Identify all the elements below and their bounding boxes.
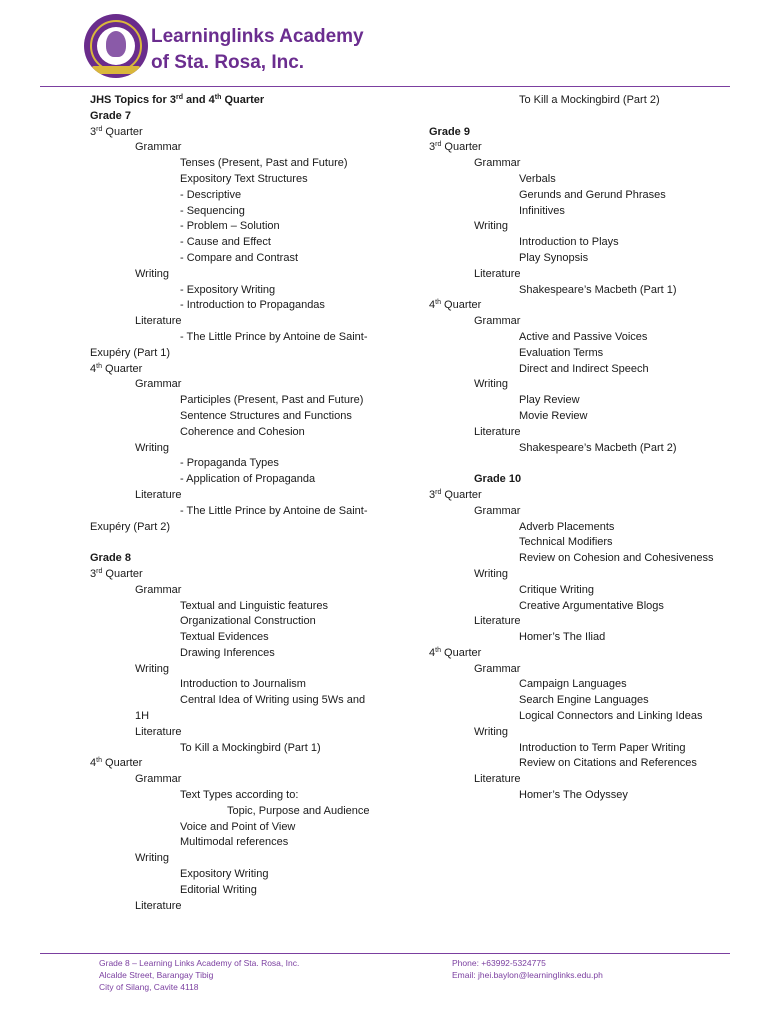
topic-line: Literature bbox=[474, 425, 521, 438]
blank-line bbox=[429, 456, 729, 472]
topic-line: Multimodal references bbox=[180, 836, 289, 849]
topic-line: 4th Quarter bbox=[90, 362, 143, 375]
topic-line: 3rd Quarter bbox=[90, 125, 143, 138]
topic-line: Writing bbox=[135, 441, 170, 454]
topic-line: Infinitives bbox=[519, 204, 565, 217]
organization-name bbox=[151, 24, 364, 76]
topic-line: - Expository Writing bbox=[180, 283, 276, 296]
topic-line: Expository Writing bbox=[180, 868, 269, 881]
topic-line: Adverb Placements bbox=[519, 520, 615, 533]
academy-seal-logo bbox=[84, 14, 148, 78]
topic-line: Play Review bbox=[519, 394, 580, 407]
topic-line: Verbals bbox=[519, 172, 556, 185]
topic-line: Homer’s The Iliad bbox=[519, 631, 606, 644]
topic-line: Literature bbox=[135, 488, 182, 501]
topic-line: Grammar bbox=[474, 315, 521, 328]
topic-line: Critique Writing bbox=[519, 583, 594, 596]
topic-line: Shakespeare’s Macbeth (Part 1) bbox=[519, 283, 677, 296]
topic-line: Grammar bbox=[135, 141, 182, 154]
blank-line bbox=[90, 535, 412, 551]
topic-line: Grammar bbox=[135, 378, 182, 391]
left-topic-column bbox=[90, 93, 412, 914]
header-divider bbox=[40, 86, 730, 87]
topic-line: Homer’s The Odyssey bbox=[519, 789, 628, 802]
topic-line: - Introduction to Propagandas bbox=[180, 299, 325, 312]
right-topic-column bbox=[429, 93, 729, 804]
topic-line: Search Engine Languages bbox=[519, 694, 649, 707]
topic-line: Coherence and Cohesion bbox=[180, 425, 305, 438]
topic-line: Text Types according to: bbox=[180, 789, 299, 802]
topic-line: - Descriptive bbox=[180, 188, 242, 201]
topic-line: Textual and Linguistic features bbox=[180, 599, 328, 612]
topic-line: - Problem – Solution bbox=[180, 220, 280, 233]
topic-line: To Kill a Mockingbird (Part 2) bbox=[519, 94, 660, 106]
topic-line: 1H bbox=[135, 710, 150, 723]
topic-line: Literature bbox=[474, 773, 521, 786]
topic-line: 3rd Quarter bbox=[429, 141, 482, 154]
topic-line: - Sequencing bbox=[180, 204, 245, 217]
topic-line: 4th Quarter bbox=[429, 299, 482, 312]
topic-line: 4th Quarter bbox=[90, 757, 143, 770]
topic-line: Introduction to Term Paper Writing bbox=[519, 741, 686, 754]
topic-line: Writing bbox=[135, 662, 170, 675]
topic-line: Writing bbox=[135, 852, 170, 865]
topic-line: - Compare and Contrast bbox=[180, 251, 298, 264]
topic-line: Exupéry (Part 1) bbox=[90, 346, 171, 359]
topic-line: Technical Modifiers bbox=[519, 536, 613, 549]
topic-line: Literature bbox=[474, 267, 521, 280]
topic-line: Grammar bbox=[135, 583, 182, 596]
org-name-line-2: of Sta. Rosa, Inc. bbox=[151, 52, 305, 73]
topic-line: Editorial Writing bbox=[180, 883, 257, 896]
topic-line: Participles (Present, Past and Future) bbox=[180, 394, 364, 407]
topic-line: Introduction to Journalism bbox=[180, 678, 306, 691]
topic-line: Literature bbox=[474, 615, 521, 628]
topic-line: Grade 10 bbox=[474, 473, 522, 486]
topic-line: Textual Evidences bbox=[180, 631, 269, 644]
topic-line: - Propaganda Types bbox=[180, 457, 279, 470]
topic-line: Grammar bbox=[474, 662, 521, 675]
topic-line: Voice and Point of View bbox=[180, 820, 296, 833]
topic-line: Shakespeare’s Macbeth (Part 2) bbox=[519, 441, 677, 454]
topic-line: Central Idea of Writing using 5Ws and bbox=[180, 694, 366, 707]
topic-line: Evaluation Terms bbox=[519, 346, 604, 359]
topic-line: Grade 7 bbox=[90, 109, 131, 122]
topic-line: Drawing Inferences bbox=[180, 646, 275, 659]
topic-line: Creative Argumentative Blogs bbox=[519, 599, 664, 612]
topic-line: Topic, Purpose and Audience bbox=[227, 804, 370, 817]
topic-line: Play Synopsis bbox=[519, 251, 589, 264]
footer-address bbox=[99, 957, 299, 993]
topic-line: Organizational Construction bbox=[180, 615, 316, 628]
topic-line: Writing bbox=[474, 220, 509, 233]
topic-line: JHS Topics for 3rd and 4th Quarter bbox=[90, 94, 265, 106]
topic-line: Grade 9 bbox=[429, 125, 470, 138]
topic-line: Campaign Languages bbox=[519, 678, 627, 691]
topic-line: Movie Review bbox=[519, 409, 588, 422]
topic-line: - Cause and Effect bbox=[180, 236, 271, 249]
topic-line: To Kill a Mockingbird (Part 1) bbox=[180, 741, 321, 754]
topic-line: - Application of Propaganda bbox=[180, 473, 316, 486]
topic-line: Literature bbox=[135, 315, 182, 328]
topic-line: Expository Text Structures bbox=[180, 172, 308, 185]
topic-line: - The Little Prince by Antoine de Saint- bbox=[180, 504, 368, 517]
topic-line: Sentence Structures and Functions bbox=[180, 409, 352, 422]
footer-contact bbox=[452, 957, 603, 981]
topic-line: Grammar bbox=[135, 773, 182, 786]
topic-line: Gerunds and Gerund Phrases bbox=[519, 188, 666, 201]
blank-line bbox=[429, 109, 729, 125]
topic-line: Writing bbox=[135, 267, 170, 280]
topic-line: 4th Quarter bbox=[429, 646, 482, 659]
topic-line: Writing bbox=[474, 725, 509, 738]
footer-school-line: Grade 8 – Learning Links Academy of Sta. Rosa, Inc. bbox=[99, 958, 300, 968]
topic-line: Literature bbox=[135, 899, 182, 912]
topic-line: 3rd Quarter bbox=[429, 488, 482, 501]
topic-line: Writing bbox=[474, 567, 509, 580]
topic-line: - The Little Prince by Antoine de Saint- bbox=[180, 330, 368, 343]
footer-street-line: Alcalde Street, Barangay Tibig bbox=[99, 970, 214, 980]
topic-line: Review on Cohesion and Cohesiveness bbox=[519, 552, 714, 565]
topic-line: Grammar bbox=[474, 157, 521, 170]
topic-line: Direct and Indirect Speech bbox=[519, 362, 649, 375]
topic-line: Tenses (Present, Past and Future) bbox=[180, 157, 348, 170]
topic-line: Literature bbox=[135, 725, 182, 738]
footer-divider bbox=[40, 953, 730, 954]
org-name-line-1: Learninglinks Academy bbox=[151, 26, 364, 47]
topic-line: Grade 8 bbox=[90, 552, 131, 565]
topic-line: Review on Citations and References bbox=[519, 757, 697, 770]
topic-line: 3rd Quarter bbox=[90, 567, 143, 580]
topic-line: Logical Connectors and Linking Ideas bbox=[519, 710, 703, 723]
topic-line: Exupéry (Part 2) bbox=[90, 520, 171, 533]
footer-email: Email: jhei.baylon@learninglinks.edu.ph bbox=[452, 970, 603, 980]
footer-phone: Phone: +63992-5324775 bbox=[452, 958, 546, 968]
topic-line: Writing bbox=[474, 378, 509, 391]
topic-line: Active and Passive Voices bbox=[519, 330, 648, 343]
footer-city-line: City of Silang, Cavite 4118 bbox=[99, 982, 199, 992]
topic-line: Introduction to Plays bbox=[519, 236, 619, 249]
topic-line: Grammar bbox=[474, 504, 521, 517]
